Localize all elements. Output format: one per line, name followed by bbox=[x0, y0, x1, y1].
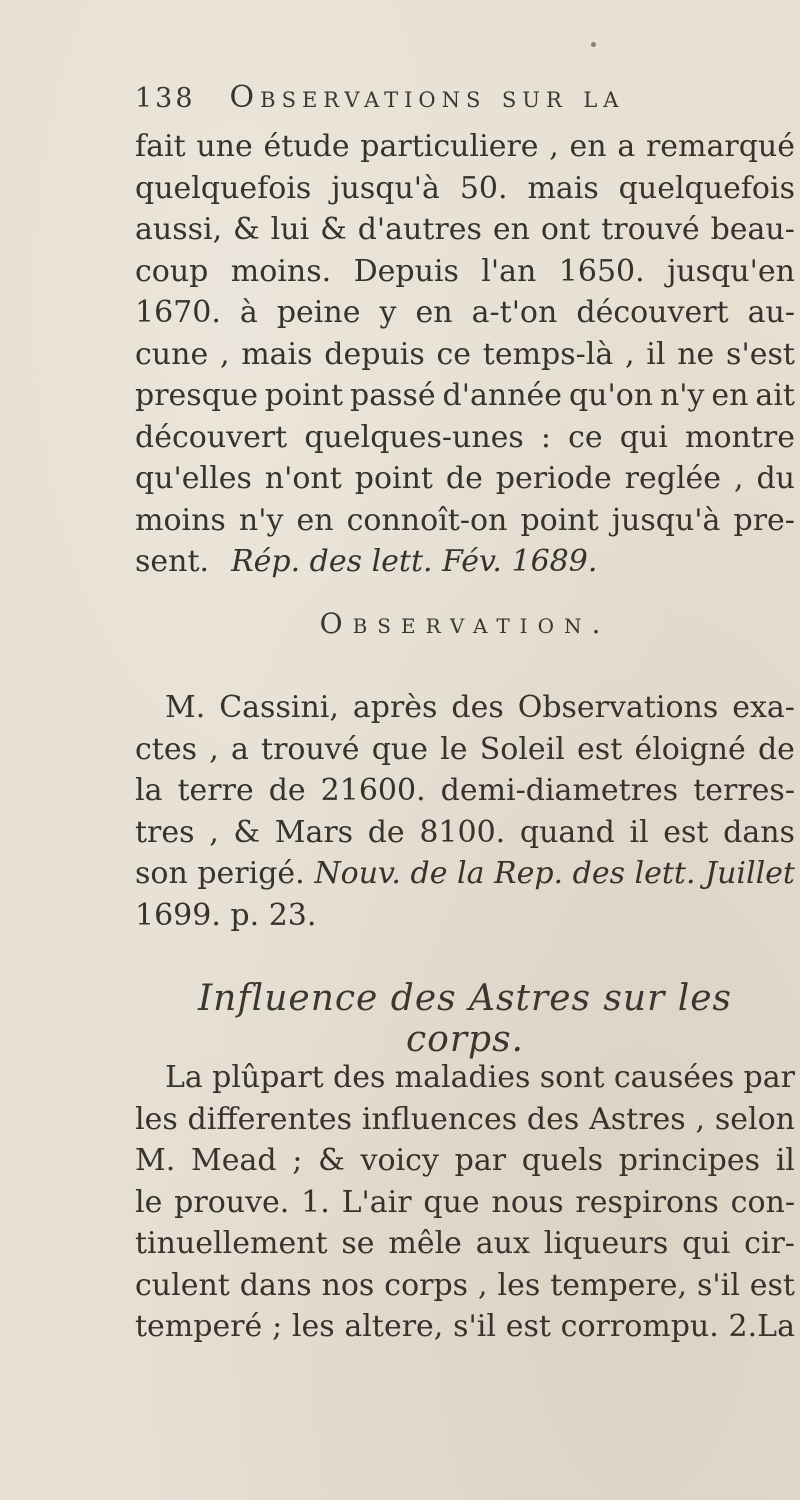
text-line: M. Cassini, après des Observations exa- bbox=[165, 690, 795, 725]
text-line-last bbox=[135, 895, 795, 937]
text-line: 1670. à peine y en a-t'on découvert au- bbox=[135, 295, 795, 330]
running-head bbox=[135, 80, 755, 124]
text-line: temperé ; les altere, s'il est corrompu. 2.La bbox=[135, 1309, 795, 1344]
text-line-last bbox=[135, 541, 795, 583]
text-line: qu'elles n'ont point de periode reglée , du bbox=[135, 461, 795, 496]
text-line: M. Mead ; & voicy par quels principes il bbox=[135, 1143, 795, 1178]
text-line: La plûpart des maladies sont causées par bbox=[165, 1060, 795, 1095]
text-line-citation bbox=[135, 853, 795, 895]
text-line: tres , & Mars de 8100. quand il est dans bbox=[135, 814, 795, 850]
paragraph-observation bbox=[135, 687, 795, 936]
text-line: la terre de 21600. demi-diametres terres- bbox=[135, 773, 795, 808]
spacer bbox=[209, 541, 231, 583]
page-number: 138 bbox=[135, 83, 196, 114]
text-line: presque point passé d'année qu'on n'y en ait bbox=[135, 378, 795, 413]
line-text: son perigé. bbox=[135, 856, 305, 891]
running-title: Observations sur la bbox=[229, 80, 625, 115]
paragraph-continued bbox=[135, 126, 795, 583]
text-line: tinuellement se mêle aux liqueurs qui cir- bbox=[135, 1226, 795, 1261]
section-heading-influence: Influence des Astres sur les corps. bbox=[197, 978, 733, 1060]
citation: Rép. des lett. Fév. 1689. bbox=[231, 544, 598, 579]
spacer bbox=[305, 853, 315, 895]
ink-speck bbox=[591, 42, 596, 47]
text-line: culent dans nos corps , les tempere, s'il est bbox=[135, 1267, 795, 1303]
text-line: ctes , a trouvé que le Soleil est éloigné de bbox=[135, 731, 795, 767]
text-line: le prouve. 1. L'air que nous respirons con- bbox=[135, 1184, 795, 1220]
text-line: aussi, & lui & d'autres en ont trouvé beau- bbox=[135, 212, 795, 247]
text-line: quelquefois jusqu'à 50. mais quelquefois bbox=[135, 170, 795, 206]
text-line: fait une étude particuliere , en a remarqué bbox=[135, 129, 795, 164]
text-line: découvert quelques-unes : ce qui montre bbox=[135, 419, 795, 455]
text-line: cune , mais depuis ce temps-là , il ne s'est bbox=[135, 336, 795, 372]
text-line: les differentes influences des Astres , selon bbox=[135, 1101, 795, 1137]
line-text: sent. bbox=[135, 544, 210, 579]
citation: Nouv. de la Rep. des lett. Juillet bbox=[314, 856, 795, 891]
text-line: moins n'y en connoît-on point jusqu'à pre- bbox=[135, 502, 795, 538]
text-line: coup moins. Depuis l'an 1650. jusqu'en bbox=[135, 253, 795, 289]
citation-pages: 1699. p. 23. bbox=[135, 897, 317, 933]
section-heading-observation: Observation. bbox=[319, 607, 611, 640]
paragraph-influence bbox=[135, 1057, 795, 1348]
